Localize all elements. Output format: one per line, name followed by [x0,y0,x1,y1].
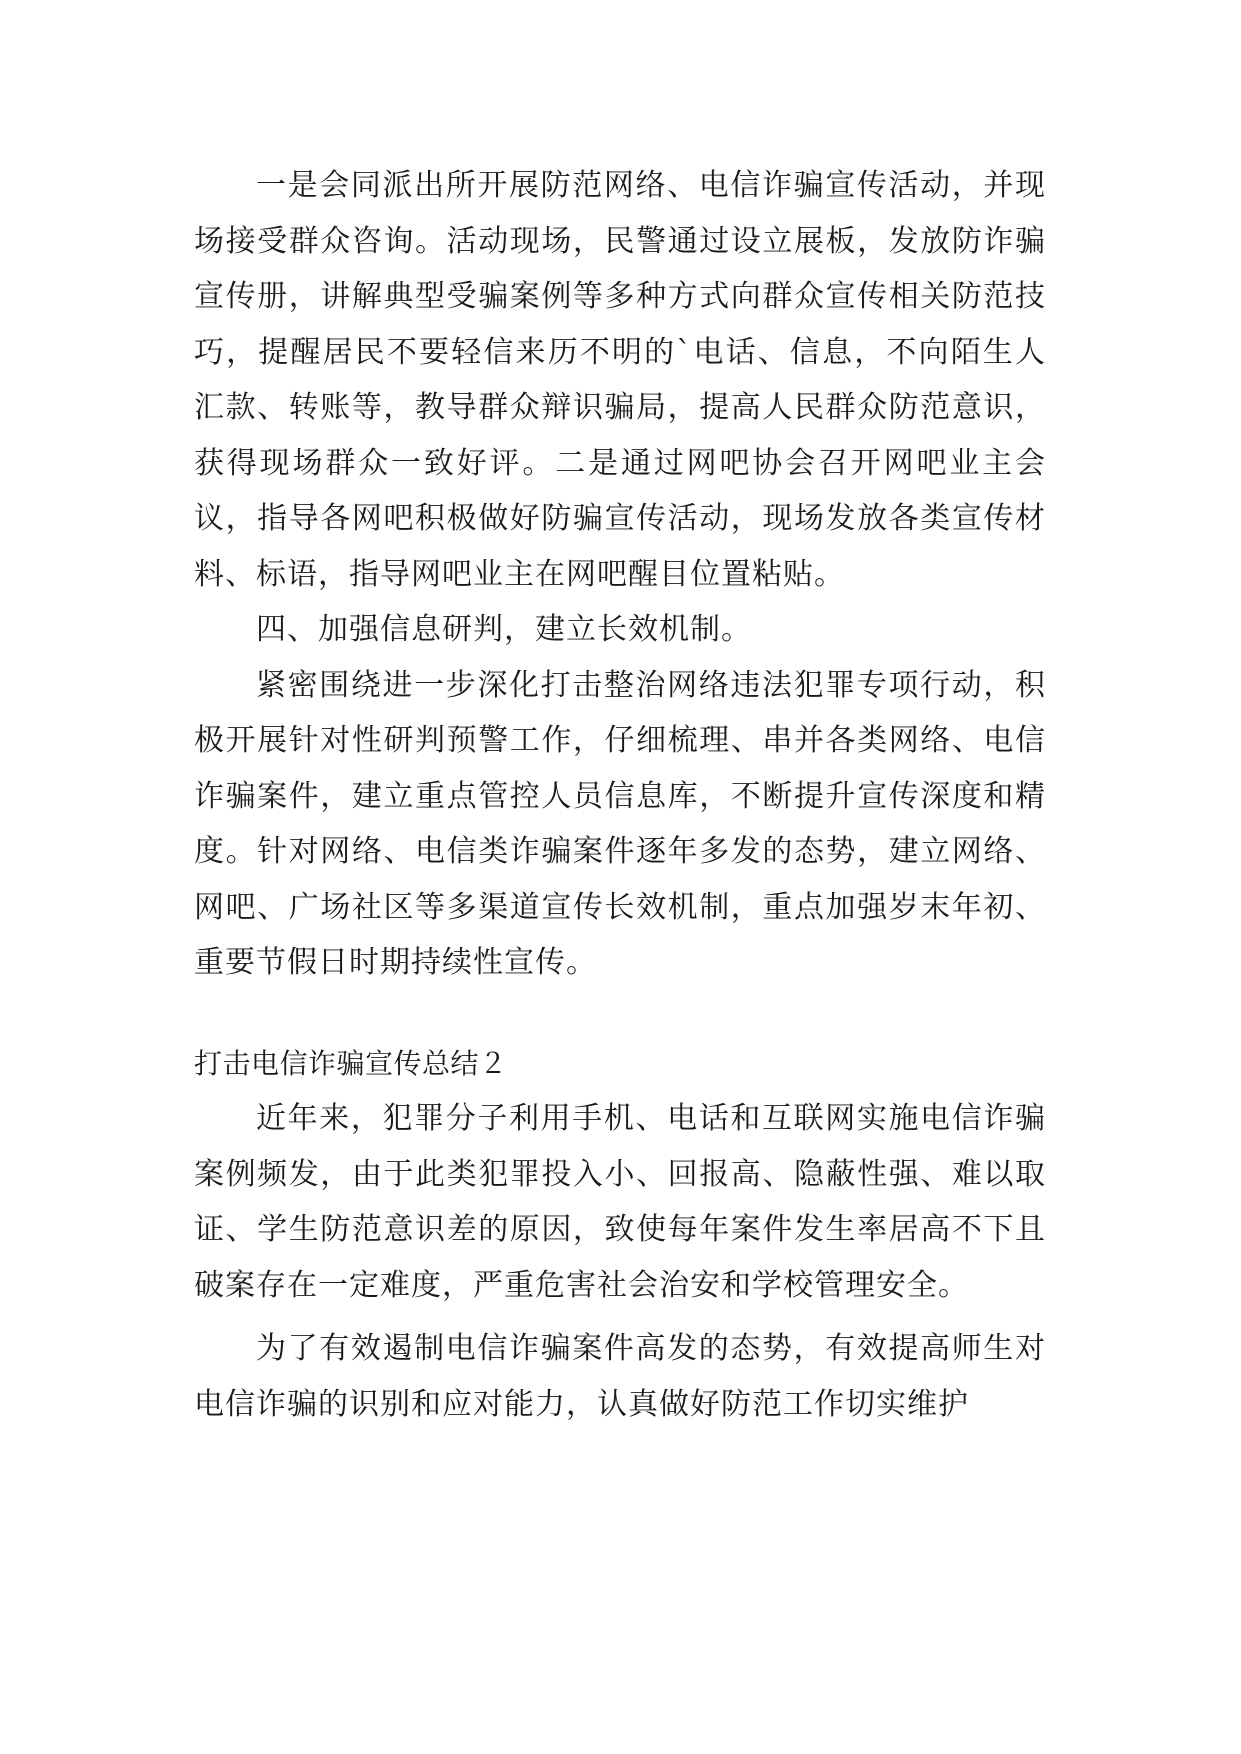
paragraph-section-four-heading: 四、加强信息研判，建立长效机制。 [256,612,752,647]
paragraph-spacer [194,1313,1046,1321]
paragraph-purpose: 为了有效遏制电信诈骗案件高发的态势，有效提高师生对电信诈骗的识别和应对能力，认真做好防范工作切实维护 [194,1331,1046,1422]
section-title: 打击电信诈骗宣传总结２ [194,1046,508,1080]
paragraph-propaganda-activities: 一是会同派出所开展防范网络、电信诈骗宣传活动，并现场接受群众咨询。活动现场，民警通过设立展板，发放防诈骗宣传册，讲解典型受骗案例等多种方式向群众宣传相关防范技巧，提醒居民不要轻信来历不明的`电话、信息，不向陌生人汇款、转账等，教导群众辩识骗局，提高人民群众防范意识，获得现场群众一致好评。二是通过网吧协会召开网吧业主会议，指导各网吧积极做好防骗宣传活动，现场发放各类宣传材料、标语，指导网吧业主在网吧醒目位置粘贴。 [194,168,1046,592]
paragraph-background: 近年来，犯罪分子利用手机、电话和互联网实施电信诈骗案例频发，由于此类犯罪投入小、回报高、隐蔽性强、难以取证、学生防范意识差的原因，致使每年案件发生率居高不下且破案存在一定难度，严重危害社会治安和学校管理安全。 [194,1101,1046,1303]
paragraph-long-term-mechanism: 紧密围绕进一步深化打击整治网络违法犯罪专项行动，积极开展针对性研判预警工作，仔细梳理、串并各类网络、电信诈骗案件，建立重点管控人员信息库，不断提升宣传深度和精度。针对网络、电信类诈骗案件逐年多发的态势，建立网络、网吧、广场社区等多渠道宣传长效机制，重点加强岁末年初、重要节假日时期持续性宣传。 [194,667,1046,980]
section-spacer [194,991,1046,1036]
document-body [194,158,1046,1432]
